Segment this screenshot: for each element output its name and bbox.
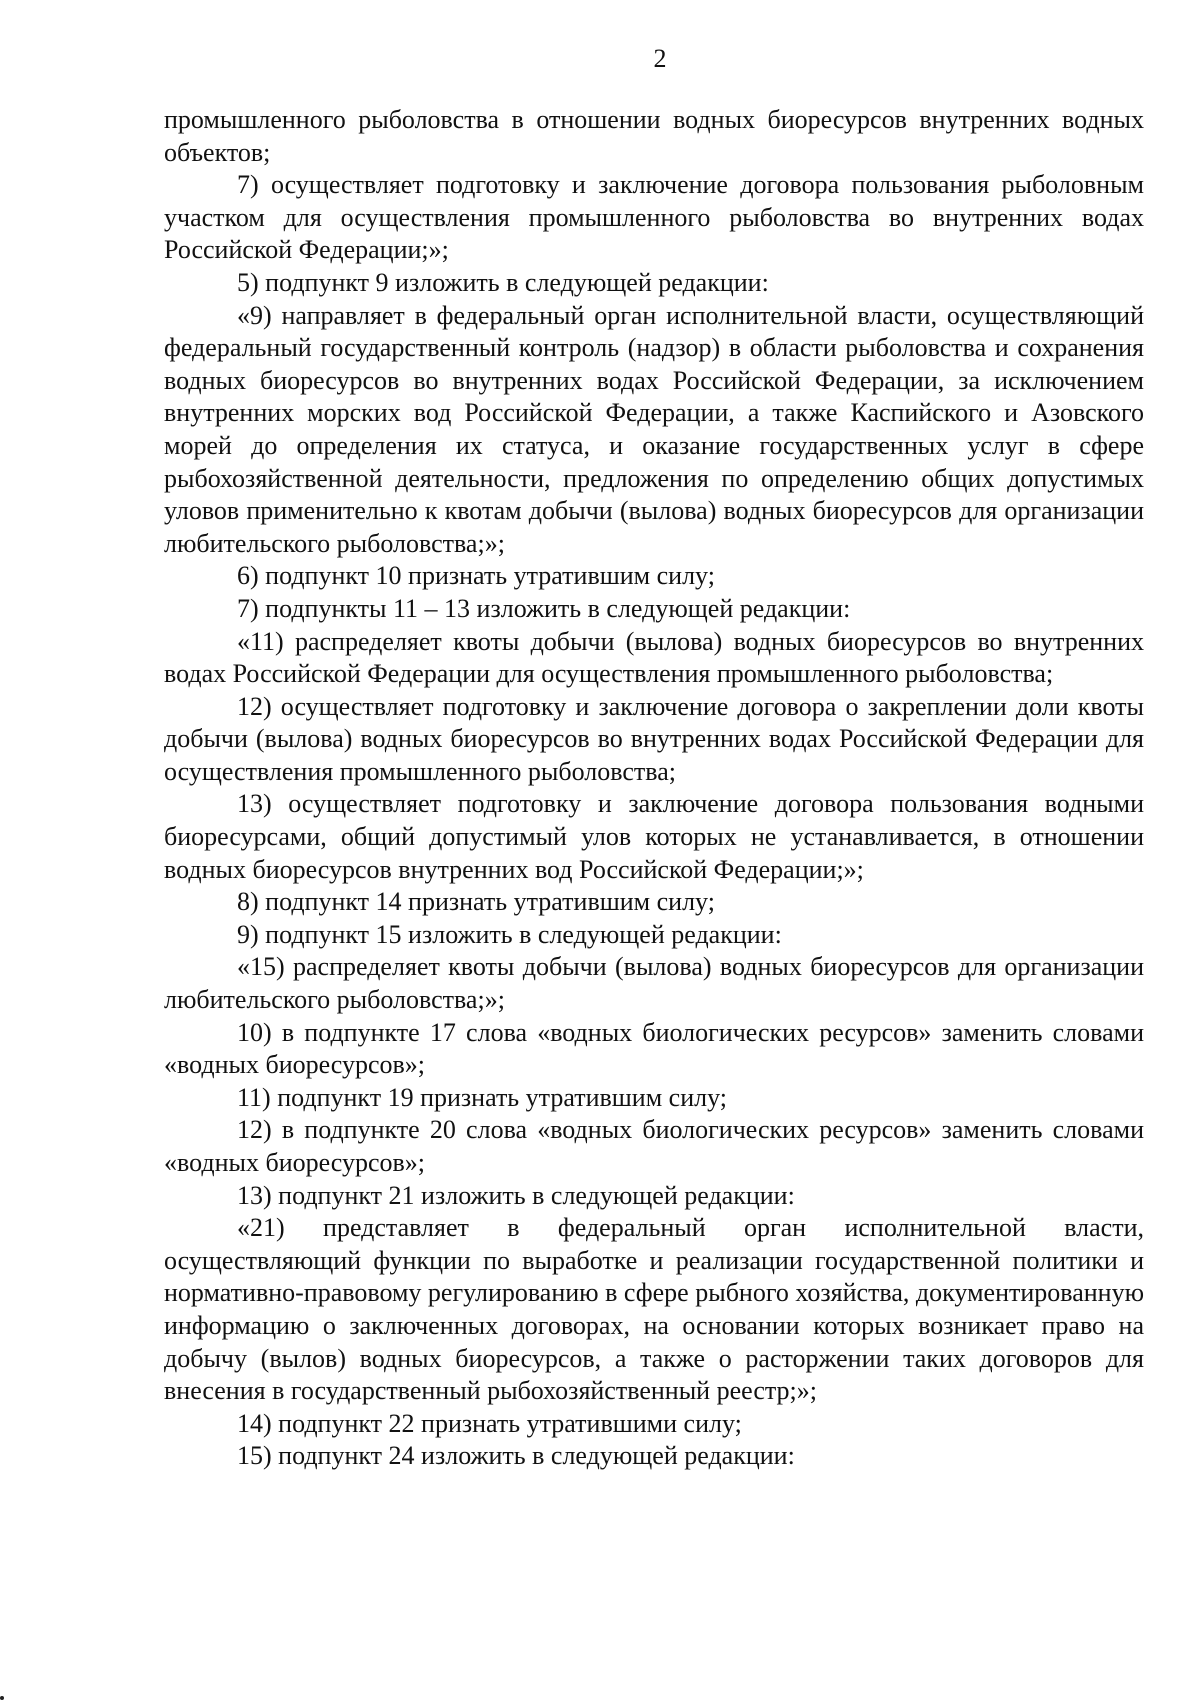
paragraph: 13) подпункт 21 изложить в следующей редакции: — [237, 1180, 795, 1210]
paragraph: 9) подпункт 15 изложить в следующей редакции: — [237, 919, 782, 949]
paragraph: промышленного рыболовства в отношении водных биоресурсов внутренних водных объектов; — [164, 105, 1144, 167]
paragraph: «15) распределяет квоты добычи (вылова) водных биоресурсов для организации любительского рыболовства;»; — [164, 952, 1144, 1015]
paragraph: «11) распределяет квоты добычи (вылова) водных биоресурсов во внутренних водах Российской Федерации для осуществления промышленного рыболовства; — [164, 626, 1144, 689]
paragraph: «9) направляет в федеральный орган исполнительной власти, осуществляющий федеральный государственный контроль (надзор) в области рыболовства и сохранения водных биоресурсов во внутренних водах Российской Федерации, за исключением внутренних морских вод Российской Федерации, а также Каспийского и Азовского морей до определения их статуса, и оказание государственных услуг в сфере рыбохозяйственной деятельности, предложения по определению общих допустимых уловов применительно к квотам добычи (вылова) водных биоресурсов для организации любительского рыболовства;»; — [164, 300, 1144, 558]
paragraph: 6) подпункт 10 признать утратившим силу; — [237, 561, 715, 591]
paragraph: 13) осуществляет подготовку и заключение договора пользования водными биоресурсами, общий допустимый улов которых не устанавливается, в отношении водных биоресурсов внутренних вод Российской Федерации;»; — [164, 789, 1144, 884]
paragraph: 10) в подпункте 17 слова «водных биологических ресурсов» заменить словами «водных биоресурсов»; — [164, 1017, 1144, 1080]
page-number: 2 — [653, 44, 667, 73]
paragraph: 12) в подпункте 20 слова «водных биологических ресурсов» заменить словами «водных биоресурсов»; — [164, 1115, 1144, 1177]
paragraph: 15) подпункт 24 изложить в следующей редакции: — [237, 1441, 795, 1471]
paragraph: 11) подпункт 19 признать утратившим силу; — [237, 1082, 727, 1112]
paragraph: 8) подпункт 14 признать утратившим силу; — [237, 887, 715, 917]
paragraph: 14) подпункт 22 признать утратившими силу; — [237, 1408, 742, 1438]
document-body — [164, 104, 1144, 1473]
paragraph: 5) подпункт 9 изложить в следующей редакции: — [237, 267, 769, 297]
scan-mark — [0, 1696, 4, 1700]
paragraph: «21) представляет в федеральный орган исполнительной власти, осуществляющий функции по выработке и реализации государственной политики и нормативно-правовому регулированию в сфере рыбного хозяйства, документированную информацию о заключенных договорах, на основании которых возникает право на добычу (вылов) водных биоресурсов, а также о расторжении таких договоров для внесения в государственный рыбохозяйственный реестр;»; — [164, 1213, 1144, 1406]
paragraph: 12) осуществляет подготовку и заключение договора о закреплении доли квоты добычи (вылова) водных биоресурсов во внутренних водах Российской Федерации для осуществления промышленного рыболовства; — [164, 691, 1144, 786]
paragraph: 7) осуществляет подготовку и заключение договора пользования рыболовным участком для осуществления промышленного рыболовства во внутренних водах Российской Федерации;»; — [164, 170, 1144, 265]
paragraph: 7) подпункты 11 – 13 изложить в следующей редакции: — [237, 593, 851, 623]
